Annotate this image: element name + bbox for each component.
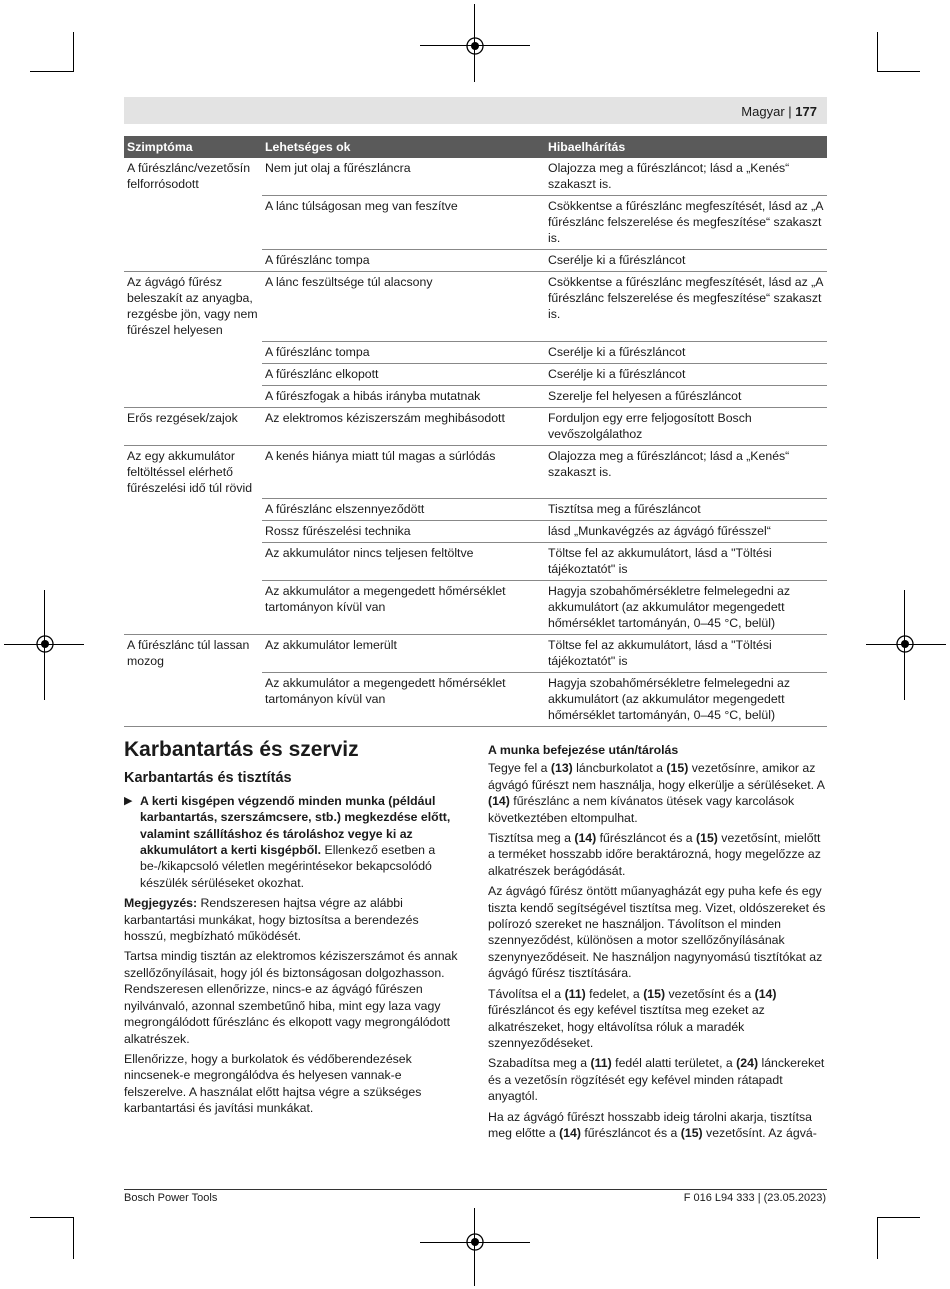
warning-text: Ellenkező esetben a be-/kikapcsoló véletlen megérintésekor bekapcsolódó készülék sérüléseket okozhat. <box>140 843 436 890</box>
page-number: 177 <box>795 104 817 119</box>
table-row <box>124 407 827 445</box>
section-title: Karbantartás és szerviz <box>124 738 359 761</box>
page-header-band <box>124 97 827 124</box>
cause-cell: A kenés hiánya miatt túl magas a súrlódás <box>262 445 545 499</box>
paragraph: Az ágvágó fűrész öntött műanyagházát egy puha kefe és egy tiszta kendő segítségével tisztítsa meg. Vizet, oldószereket és polírozó szereket ne használjon. Távolítson el minden szennyeződést, különösen a motor szellőzőnyílásának szenynyeződéseit. Ne használjon nagynyomású tisztítókat az ágvágó fűrész tisztítására. <box>488 884 826 981</box>
header-language: Magyar <box>741 104 785 119</box>
part-reference: (11) <box>564 986 586 1001</box>
header-separator: | <box>788 104 792 119</box>
footer-doc-id: F 016 L94 333 | (23.05.2023) <box>683 1192 826 1204</box>
right-column <box>488 742 827 1145</box>
symptom-cell <box>124 363 262 385</box>
left-column <box>124 738 461 1121</box>
table-row <box>124 272 827 342</box>
fix-cell: Cserélje ki a fűrészláncot <box>545 341 827 363</box>
symptom-cell <box>124 341 262 363</box>
storage-heading: A munka befejezése után/tárolás <box>488 743 679 757</box>
table-row <box>124 363 827 385</box>
page-header <box>741 104 817 119</box>
fix-cell: Hagyja szobahőmérsékletre felmelegedni az akkumulátort (az akkumulátor megengedett hőmérséklet tartományán, 0–45 °C, belül) <box>545 581 827 635</box>
fix-cell: Cserélje ki a fűrészláncot <box>545 363 827 385</box>
crop-mark <box>877 32 878 72</box>
note-label: Megjegyzés: <box>124 896 198 911</box>
symptom-cell <box>124 250 262 272</box>
part-reference: (13) <box>550 761 573 776</box>
table-row <box>124 250 827 272</box>
fix-cell: Tisztítsa meg a fűrészláncot <box>545 499 827 521</box>
registration-mark-icon <box>35 634 55 654</box>
part-reference: (15) <box>643 986 666 1001</box>
paragraph: Ellenőrizze, hogy a burkolatok és védőberendezések nincsenek-e megrongálódva és helyesen vannak-e felszerelve. A használat előtt hajtsa végre a szükséges karbantartási és javítási munkákat. <box>124 1051 422 1116</box>
footer-brand: Bosch Power Tools <box>124 1192 218 1204</box>
cause-cell: A fűrészlánc elkopott <box>262 363 545 385</box>
symptom-cell <box>124 196 262 250</box>
fix-cell: Olajozza meg a fűrészláncot; lásd a „Kenés“ szakaszt is. <box>548 161 790 191</box>
part-reference: (14) <box>488 794 510 809</box>
part-reference: (14) <box>754 986 777 1001</box>
cause-cell: A fűrészlánc elszennyeződött <box>262 499 545 521</box>
cause-cell: Az akkumulátor a megengedett hőmérséklet tartományon kívül van <box>262 581 545 635</box>
paragraph: Távolítsa el a (11) fedelet, a (15) vezetősínt és a (14) fűrészláncot és egy kefével tisztítsa meg ezeket az alkatrészeket, hogy eltávolítsa róluk a maradék szennyeződéseket. <box>488 986 777 1050</box>
fix-cell: Cserélje ki a fűrészláncot <box>545 250 827 272</box>
column-header: Szimptóma <box>124 136 262 158</box>
crop-mark <box>30 71 73 72</box>
paragraph: Rendszeresen ellenőrizze, nincs-e az ágvágó fűrészen nyilvánvaló, azonnal szembetűnő hiba, mint egy laza vagy megrongálódott fűrészlánc és elkopott vagy megrongálódott alkatrészek. <box>124 982 451 1046</box>
registration-mark-icon <box>465 36 485 56</box>
subsection-title: Karbantartás és tisztítás <box>124 770 292 787</box>
crop-mark <box>878 1217 920 1218</box>
cause-cell: Rossz fűrészelési technika <box>262 521 545 543</box>
note-paragraph <box>124 895 461 944</box>
bullet-triangle-icon: ▶ <box>124 794 133 807</box>
part-reference: (14) <box>559 1125 581 1140</box>
table-row <box>124 521 827 543</box>
registration-mark-icon <box>465 1232 485 1252</box>
symptom-cell <box>124 673 262 727</box>
table-row <box>124 445 827 499</box>
symptom-cell <box>124 385 262 407</box>
table-row <box>124 158 827 196</box>
column-header: Lehetséges ok <box>262 136 545 158</box>
paragraph: Tegye fel a (13) láncburkolatot a (15) vezetősínre, amikor az ágvágó fűrészt nem használja, hogy elkerülje a sérüléseket. A (14) fűrészlánc a nem kívánatos ütések vagy karcolások következtében eltompulhat. <box>488 761 825 825</box>
cause-cell: Az elektromos kéziszerszám meghibásodott <box>262 407 545 445</box>
table-row <box>124 341 827 363</box>
column-header: Hibaelhárítás <box>545 136 827 158</box>
fix-cell: Szerelje fel helyesen a fűrészláncot <box>545 385 827 407</box>
crop-mark <box>877 1217 878 1259</box>
table-row <box>124 635 827 673</box>
paragraph: Szabadítsa meg a (11) fedél alatti területet, a (24) lánckereket és a vezetősín rögzítését egy kefével minden rátapadt anyagtól. <box>488 1056 825 1104</box>
cause-cell: A fűrészlánc tompa <box>262 341 545 363</box>
paragraph: Tisztítsa meg a (14) fűrészláncot és a (15) vezetősínt, mielőtt a terméket hosszabb időre beraktározná, hogy megelőzze az alkatrészek berágódását. <box>488 831 821 878</box>
footer-rule <box>124 1189 827 1190</box>
part-reference: (15) <box>680 1125 703 1140</box>
fix-cell: lásd „Munkavégzés az ágvágó fűrésszel“ <box>545 521 827 543</box>
table-row <box>124 581 827 635</box>
cause-cell: Az akkumulátor a megengedett hőmérséklet tartományon kívül van <box>262 673 545 727</box>
cause-cell: Nem jut olaj a fűrészláncra <box>265 161 411 175</box>
table-row <box>124 196 827 250</box>
cause-cell: A lánc feszültsége túl alacsony <box>262 272 545 342</box>
table-row <box>124 543 827 581</box>
fix-cell: Forduljon egy erre feljogosított Bosch vevőszolgálathoz <box>545 407 827 445</box>
part-reference: (15) <box>696 831 718 846</box>
crop-mark <box>73 32 74 72</box>
table-row <box>124 673 827 727</box>
cause-cell: Az akkumulátor nincs teljesen feltöltve <box>262 543 545 581</box>
troubleshooting-table <box>124 136 827 727</box>
symptom-cell <box>124 521 262 543</box>
note-text: Rendszeresen hajtsa végre az alábbi karbantartási munkákat, hogy biztosítsa a berendezés hosszú, megbízható működését. <box>124 896 419 944</box>
symptom-cell: A fűrészlánc túl lassan mozog <box>124 635 262 673</box>
paragraph: Ha az ágvágó fűrészt hosszabb ideig tárolni akarja, tisztítsa meg előtte a (14) fűrészláncot és a (15) vezetősínt. Az ágvá- <box>488 1109 817 1140</box>
table-row <box>124 499 827 521</box>
cause-cell: Az akkumulátor lemerült <box>262 635 545 673</box>
paragraph: Tartsa mindig tisztán az elektromos kéziszerszámot és annak szellőzőnyílásait, hogy jól és biztonságosan dolgozhasson. <box>124 949 458 980</box>
fix-cell: Olajozza meg a fűrészláncot; lásd a „Kenés“ szakaszt is. <box>545 445 827 499</box>
symptom-cell: Az ágvágó fűrész beleszakít az anyagba, rezgésbe jön, vagy nem fűrészel helyesen <box>124 272 262 342</box>
part-reference: (15) <box>666 761 689 776</box>
part-reference: (11) <box>590 1056 612 1071</box>
symptom-cell <box>124 499 262 521</box>
table-row <box>124 385 827 407</box>
symptom-cell <box>124 581 262 635</box>
symptom-cell: Erős rezgések/zajok <box>124 407 262 445</box>
table-header-row <box>124 136 827 158</box>
crop-mark <box>30 1217 73 1218</box>
fix-cell: Csökkentse a fűrészlánc megfeszítését, lásd az „A fűrészlánc felszerelése és megfeszítése“ szakaszt is. <box>545 272 827 342</box>
fix-cell: Töltse fel az akkumulátort, lásd a "Töltési tájékoztatót" is <box>545 543 827 581</box>
cause-cell: A lánc túlságosan meg van feszítve <box>262 196 545 250</box>
cause-cell: A fűrészlánc tompa <box>262 250 545 272</box>
warning-bold-text: A kerti kisgépen végzendő minden munka (például karbantartás, szerszámcsere, stb.) megkezdése előtt, valamint szállításhoz és tároláshoz vegye ki az akkumulátort a kerti kisgépből. <box>140 793 451 858</box>
fix-cell: Hagyja szobahőmérsékletre felmelegedni az akkumulátort (az akkumulátor megengedett hőmérséklet tartományán, 0–45 °C, belül) <box>545 673 827 727</box>
part-reference: (24) <box>736 1056 759 1071</box>
crop-mark <box>878 71 920 72</box>
warning-bullet <box>124 793 461 891</box>
part-reference: (14) <box>574 831 597 846</box>
symptom-cell: Az egy akkumulátor feltöltéssel elérhető fűrészelési idő túl rövid <box>124 445 262 499</box>
crop-mark <box>73 1217 74 1259</box>
symptom-cell <box>124 543 262 581</box>
registration-mark-icon <box>895 634 915 654</box>
cause-cell: A fűrészfogak a hibás irányba mutatnak <box>262 385 545 407</box>
symptom-cell: A fűrészlánc/vezetősín felforrósodott <box>127 161 251 191</box>
fix-cell: Töltse fel az akkumulátort, lásd a "Töltési tájékoztatót" is <box>545 635 827 673</box>
fix-cell: Csökkentse a fűrészlánc megfeszítését, lásd az „A fűrészlánc felszerelése és megfeszítése“ szakaszt is. <box>545 196 827 250</box>
